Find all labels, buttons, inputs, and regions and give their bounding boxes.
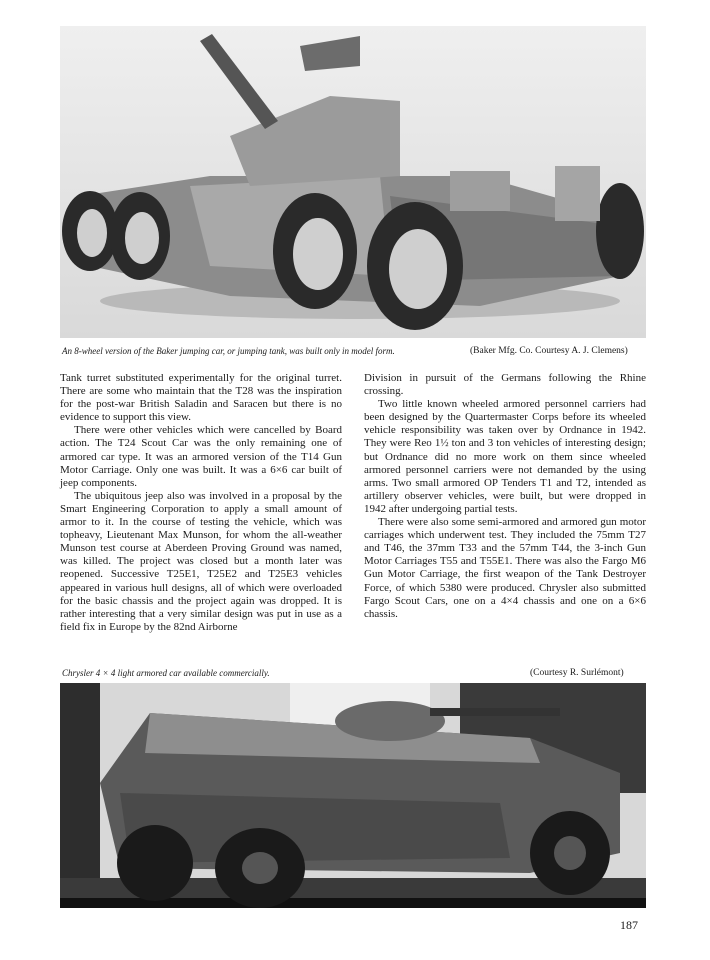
figure-top-caption: An 8-wheel version of the Baker jumping car, or jumping tank, was built only in model form. <box>62 346 395 356</box>
paragraph: The ubiquitous jeep also was involved in a proposal by the Smart Engineering Corporation to apply a small amount of armor to it. In the course of testing the vehicle, which was topheavy, Lieutenant Max Munson, for whom the all-weather Munson test course at Aberdeen Proving Ground was named, was killed. The project was closed but a month later was reopened. Successive T25E1, T25E2 and T25E3 vehicles appeared in various hull designs, all of which were overloaded for the basic chassis and the project again was dropped. It is rather interesting that a very similar design was put in use as a field fix in Europe by the 82nd Airborne <box>60 489 342 633</box>
photo-chrysler-armored-car <box>60 683 646 908</box>
paragraph: There were also some semi-armored and armored gun motor carriages which underwent test. They included the 75mm T27 and T46, the 37mm T33 and the 57mm T44, the 3-inch Gun Motor Carriages T55 and T55E1. There was also the Fargo M6 Gun Motor Carriage, the first weapon of the Tank Destroyer Force, of which 5380 were produced. Chrysler also submitted Fargo Scout Cars, one on a 4×4 chassis and one on a 6×6 chassis. <box>364 516 646 620</box>
text-column-left <box>60 372 342 634</box>
figure-top-credit: (Baker Mfg. Co. Courtesy A. J. Clemens) <box>470 346 628 356</box>
paragraph: Tank turret substituted experimentally for the original turret. There are some who maintain that the T28 was the inspiration for the post-war British Saladin and Saracen but there is no evidence to support this view. <box>60 372 342 424</box>
text-column-right <box>364 372 646 621</box>
page-number: 187 <box>620 918 638 932</box>
paragraph: There were other vehicles which were cancelled by Board action. The T24 Scout Car was the only remaining one of armored car type. It was an armored version of the T14 Gun Motor Carriage. Only one was built. It was a 6×6 car built of jeep components. <box>60 424 342 489</box>
figure-bottom-caption: Chrysler 4 × 4 light armored car available commercially. <box>62 668 270 678</box>
figure-bottom-credit: (Courtesy R. Surlémont) <box>530 668 624 678</box>
paragraph: Two little known wheeled armored personnel carriers had been designed by the Quartermaster Corps before its wheeled vehicle responsibility was taken over by Ordnance in 1942. They were Reo 1½ ton and 3 ton vehicles of interesting design; but Ordnance did no more work on them since wheeled armored personnel carriers were not demanded by the using arms. Two small armored OP Tenders T1 and T2, intended as artillery observer vehicles, were built, but were dropped in 1942 after undergoing partial tests. <box>364 398 646 515</box>
paragraph: Division in pursuit of the Germans following the Rhine crossing. <box>364 372 646 398</box>
photo-eight-wheel-model <box>60 26 646 338</box>
